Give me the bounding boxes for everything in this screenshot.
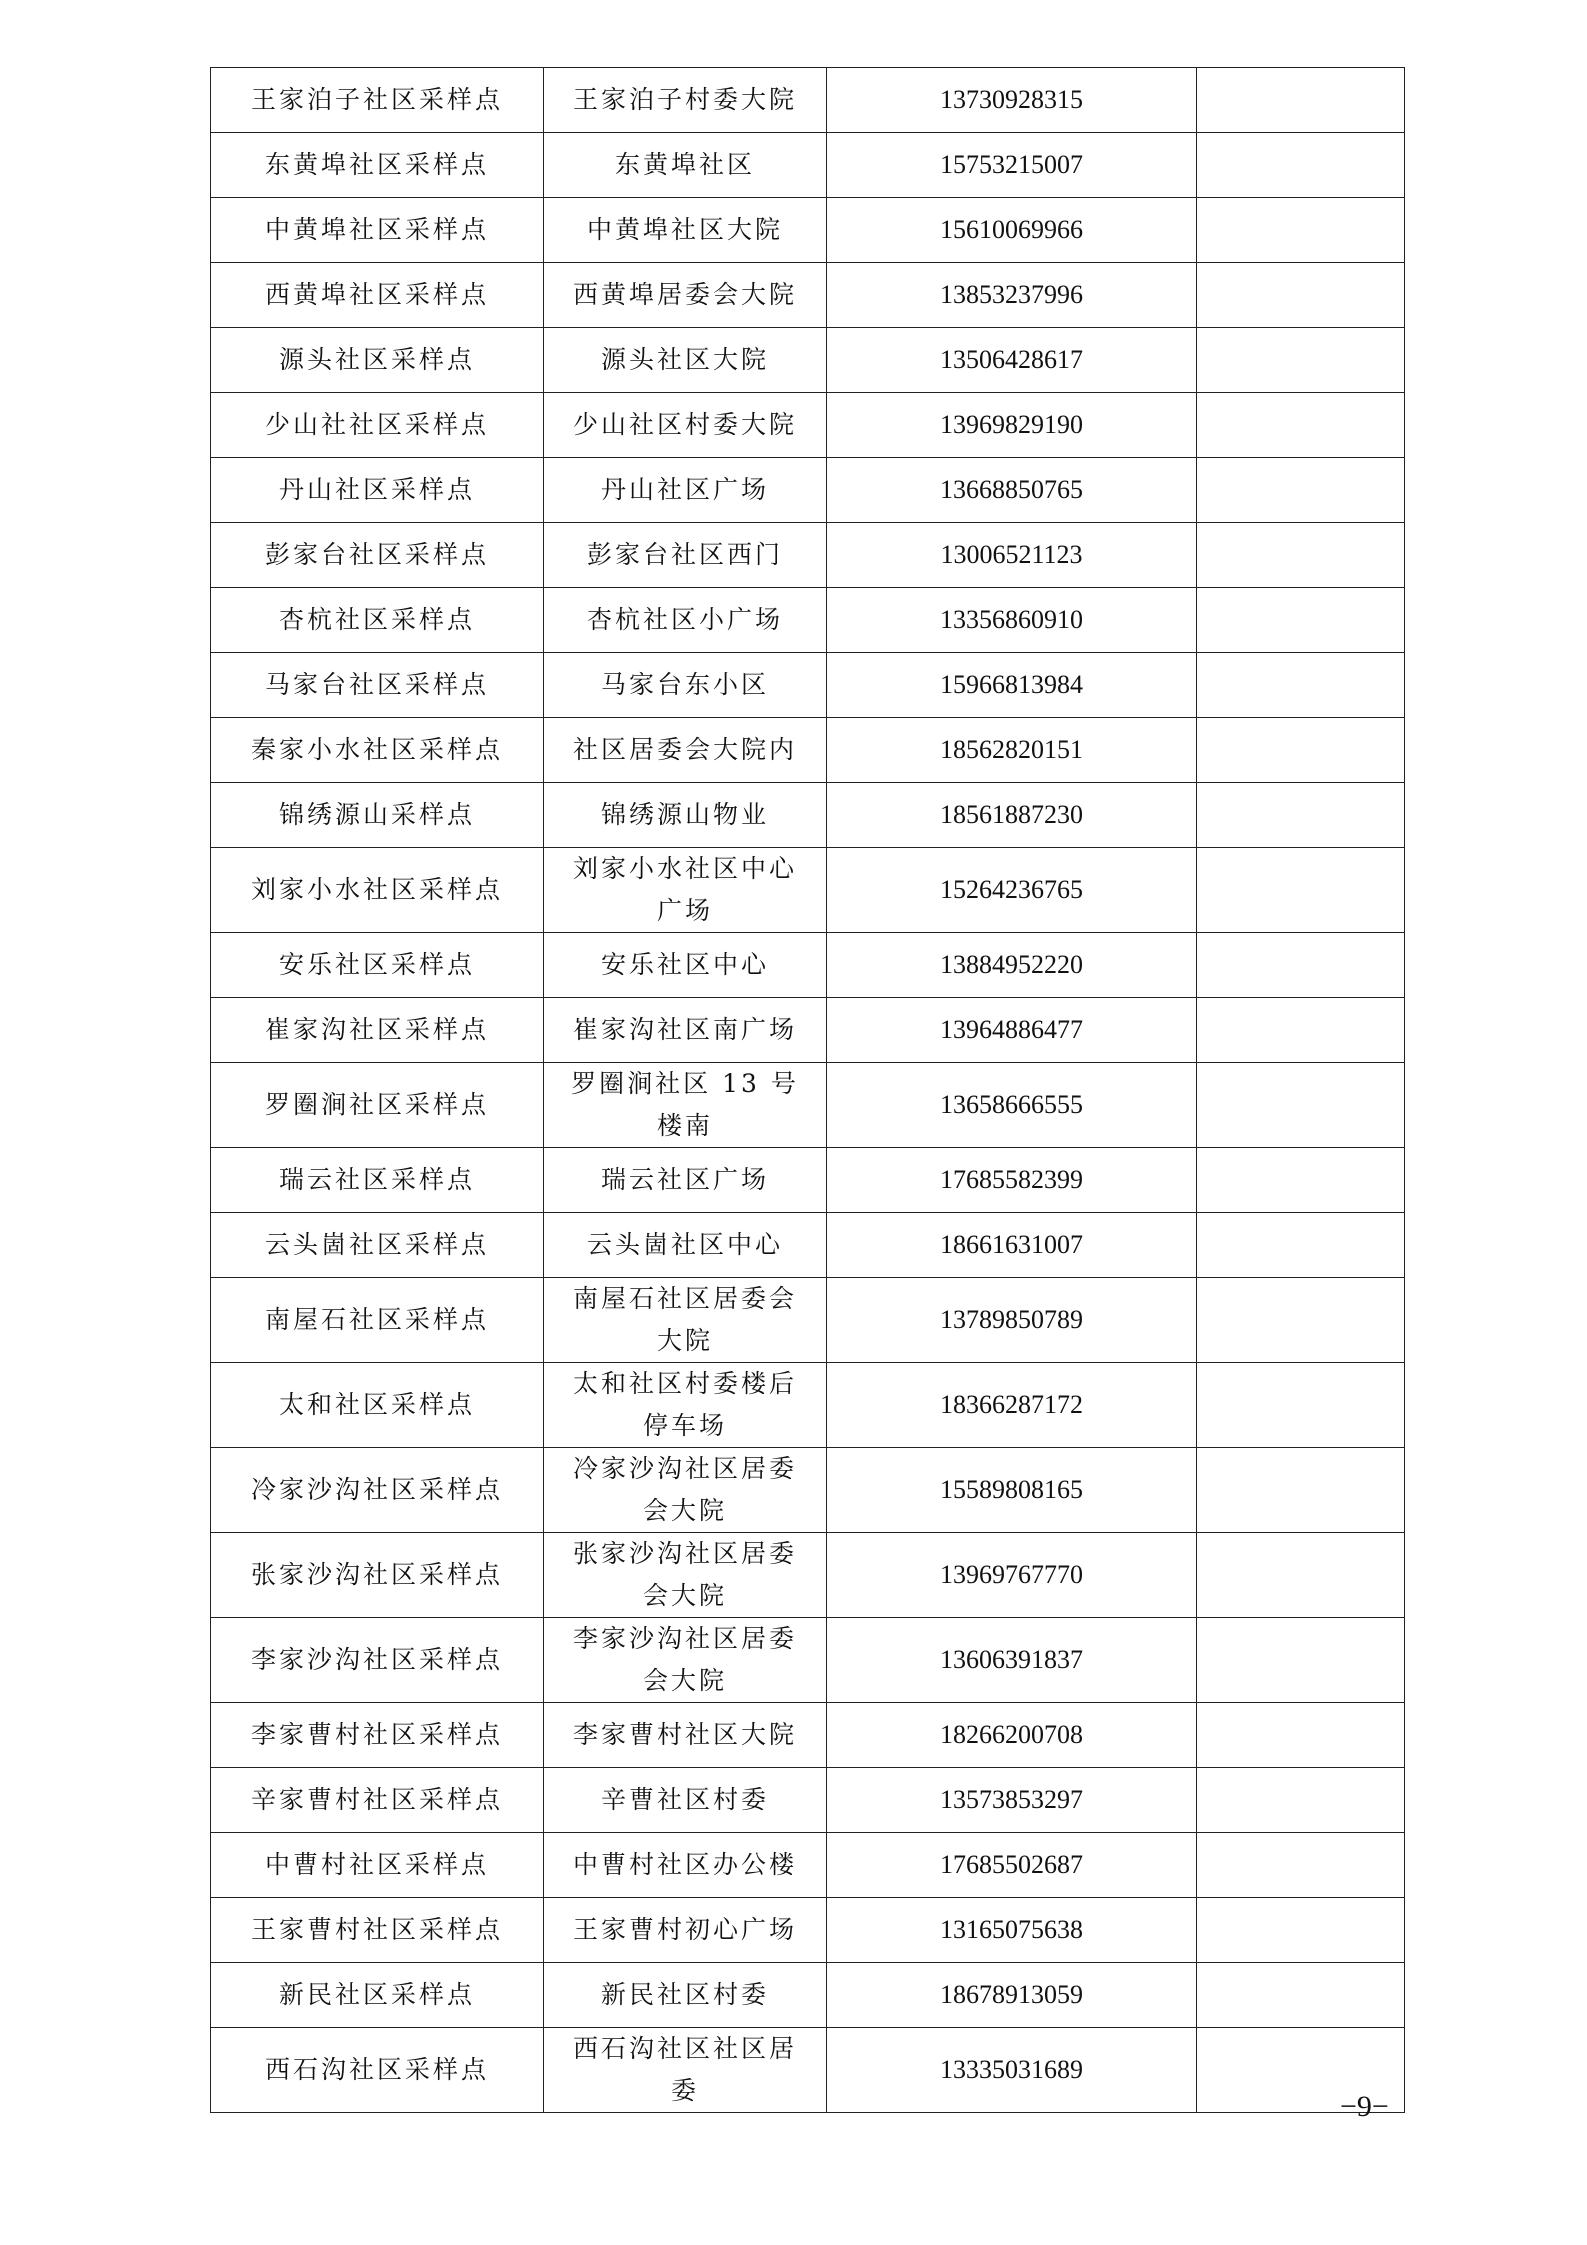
sampling-point-name-cell: 丹山社区采样点 [211,458,544,523]
sampling-location-cell: 安乐社区中心 [544,933,827,998]
sampling-location-cell: 丹山社区广场 [544,458,827,523]
contact-phone-cell: 18661631007 [827,1213,1197,1278]
contact-phone-cell: 17685582399 [827,1148,1197,1213]
note-cell [1197,1278,1405,1363]
sampling-location-cell: 东黄埠社区 [544,133,827,198]
contact-phone-cell: 13853237996 [827,263,1197,328]
note-cell [1197,1618,1405,1703]
contact-phone-cell: 15966813984 [827,653,1197,718]
table-row [211,1063,1405,1148]
sampling-location-cell: 刘家小水社区中心广场 [544,848,827,933]
sampling-point-name-cell: 西石沟社区采样点 [211,2028,544,2113]
contact-phone-cell: 18562820151 [827,718,1197,783]
table-row [211,523,1405,588]
sampling-location-cell: 瑞云社区广场 [544,1148,827,1213]
sampling-location-cell: 锦绣源山物业 [544,783,827,848]
note-cell [1197,933,1405,998]
table-row [211,718,1405,783]
sampling-location-cell: 辛曹社区村委 [544,1768,827,1833]
note-cell [1197,328,1405,393]
table-row [211,68,1405,133]
sampling-location-cell: 西石沟社区社区居委 [544,2028,827,2113]
note-cell [1197,1898,1405,1963]
table-row [211,1963,1405,2028]
sampling-point-name-cell: 安乐社区采样点 [211,933,544,998]
page-number: −9− [1340,2090,1389,2123]
sampling-location-cell: 罗圈涧社区 13 号楼南 [544,1063,827,1148]
note-cell [1197,263,1405,328]
table-row [211,328,1405,393]
sampling-point-name-cell: 刘家小水社区采样点 [211,848,544,933]
note-cell [1197,1833,1405,1898]
contact-phone-cell: 15610069966 [827,198,1197,263]
sampling-point-name-cell: 云头崮社区采样点 [211,1213,544,1278]
table-row [211,1618,1405,1703]
sampling-point-name-cell: 王家泊子社区采样点 [211,68,544,133]
sampling-location-cell: 南屋石社区居委会大院 [544,1278,827,1363]
table-row [211,393,1405,458]
sampling-location-cell: 新民社区村委 [544,1963,827,2028]
contact-phone-cell: 18366287172 [827,1363,1197,1448]
sampling-location-cell: 崔家沟社区南广场 [544,998,827,1063]
note-cell [1197,848,1405,933]
note-cell [1197,523,1405,588]
table-row [211,998,1405,1063]
sampling-location-cell: 中曹村社区办公楼 [544,1833,827,1898]
contact-phone-cell: 13969829190 [827,393,1197,458]
note-cell [1197,1363,1405,1448]
contact-phone-cell: 13969767770 [827,1533,1197,1618]
note-cell [1197,68,1405,133]
contact-phone-cell: 15589808165 [827,1448,1197,1533]
table-row [211,1768,1405,1833]
sampling-point-name-cell: 中曹村社区采样点 [211,1833,544,1898]
sampling-point-name-cell: 源头社区采样点 [211,328,544,393]
sampling-location-cell: 马家台东小区 [544,653,827,718]
table-row [211,458,1405,523]
contact-phone-cell: 13884952220 [827,933,1197,998]
sampling-location-cell: 王家泊子村委大院 [544,68,827,133]
contact-phone-cell: 17685502687 [827,1833,1197,1898]
note-cell [1197,783,1405,848]
table-row [211,133,1405,198]
table-row [211,1833,1405,1898]
note-cell [1197,653,1405,718]
note-cell [1197,133,1405,198]
note-cell [1197,998,1405,1063]
note-cell [1197,718,1405,783]
contact-phone-cell: 13165075638 [827,1898,1197,1963]
contact-phone-cell: 15264236765 [827,848,1197,933]
contact-phone-cell: 13964886477 [827,998,1197,1063]
sampling-point-name-cell: 新民社区采样点 [211,1963,544,2028]
table-row [211,1148,1405,1213]
table-row [211,1278,1405,1363]
sampling-location-cell: 中黄埠社区大院 [544,198,827,263]
sampling-point-name-cell: 瑞云社区采样点 [211,1148,544,1213]
table-row [211,1533,1405,1618]
sampling-location-cell: 王家曹村初心广场 [544,1898,827,1963]
sampling-location-cell: 张家沙沟社区居委会大院 [544,1533,827,1618]
sampling-point-name-cell: 西黄埠社区采样点 [211,263,544,328]
sampling-location-cell: 源头社区大院 [544,328,827,393]
contact-phone-cell: 13573853297 [827,1768,1197,1833]
sampling-point-name-cell: 辛家曹村社区采样点 [211,1768,544,1833]
sampling-point-name-cell: 少山社社区采样点 [211,393,544,458]
note-cell [1197,1703,1405,1768]
note-cell [1197,393,1405,458]
table-row [211,1703,1405,1768]
sampling-point-name-cell: 锦绣源山采样点 [211,783,544,848]
sampling-point-name-cell: 彭家台社区采样点 [211,523,544,588]
note-cell [1197,1063,1405,1148]
note-cell [1197,458,1405,523]
sampling-location-cell: 云头崮社区中心 [544,1213,827,1278]
sampling-location-cell: 冷家沙沟社区居委会大院 [544,1448,827,1533]
sampling-point-name-cell: 冷家沙沟社区采样点 [211,1448,544,1533]
sampling-location-cell: 彭家台社区西门 [544,523,827,588]
sampling-point-table [210,67,1405,2113]
table-body [211,68,1405,2113]
sampling-location-cell: 太和社区村委楼后停车场 [544,1363,827,1448]
sampling-location-cell: 李家曹村社区大院 [544,1703,827,1768]
sampling-location-cell: 西黄埠居委会大院 [544,263,827,328]
table-row [211,2028,1405,2113]
sampling-point-name-cell: 杏杭社区采样点 [211,588,544,653]
contact-phone-cell: 18561887230 [827,783,1197,848]
table-row [211,198,1405,263]
note-cell [1197,588,1405,653]
table-row [211,1363,1405,1448]
contact-phone-cell: 13668850765 [827,458,1197,523]
contact-phone-cell: 13335031689 [827,2028,1197,2113]
sampling-point-name-cell: 李家沙沟社区采样点 [211,1618,544,1703]
sampling-point-name-cell: 王家曹村社区采样点 [211,1898,544,1963]
sampling-point-name-cell: 东黄埠社区采样点 [211,133,544,198]
note-cell [1197,198,1405,263]
contact-phone-cell: 13730928315 [827,68,1197,133]
sampling-location-cell: 社区居委会大院内 [544,718,827,783]
sampling-point-name-cell: 马家台社区采样点 [211,653,544,718]
sampling-point-name-cell: 中黄埠社区采样点 [211,198,544,263]
sampling-location-cell: 李家沙沟社区居委会大院 [544,1618,827,1703]
table-row [211,1898,1405,1963]
table-row [211,653,1405,718]
note-cell [1197,1533,1405,1618]
contact-phone-cell: 18678913059 [827,1963,1197,2028]
table-row [211,263,1405,328]
table-row [211,848,1405,933]
table-row [211,933,1405,998]
contact-phone-cell: 13506428617 [827,328,1197,393]
note-cell [1197,1148,1405,1213]
table-row [211,1213,1405,1278]
sampling-point-name-cell: 崔家沟社区采样点 [211,998,544,1063]
note-cell [1197,1213,1405,1278]
contact-phone-cell: 13606391837 [827,1618,1197,1703]
note-cell [1197,1768,1405,1833]
contact-phone-cell: 13356860910 [827,588,1197,653]
contact-phone-cell: 13006521123 [827,523,1197,588]
contact-phone-cell: 13789850789 [827,1278,1197,1363]
table-row [211,1448,1405,1533]
sampling-point-name-cell: 张家沙沟社区采样点 [211,1533,544,1618]
contact-phone-cell: 15753215007 [827,133,1197,198]
sampling-location-cell: 杏杭社区小广场 [544,588,827,653]
sampling-point-name-cell: 太和社区采样点 [211,1363,544,1448]
table-row [211,783,1405,848]
contact-phone-cell: 13658666555 [827,1063,1197,1148]
note-cell [1197,1963,1405,2028]
contact-phone-cell: 18266200708 [827,1703,1197,1768]
note-cell [1197,1448,1405,1533]
sampling-location-cell: 少山社区村委大院 [544,393,827,458]
sampling-point-name-cell: 李家曹村社区采样点 [211,1703,544,1768]
sampling-point-name-cell: 秦家小水社区采样点 [211,718,544,783]
sampling-point-name-cell: 南屋石社区采样点 [211,1278,544,1363]
sampling-point-name-cell: 罗圈涧社区采样点 [211,1063,544,1148]
table-row [211,588,1405,653]
